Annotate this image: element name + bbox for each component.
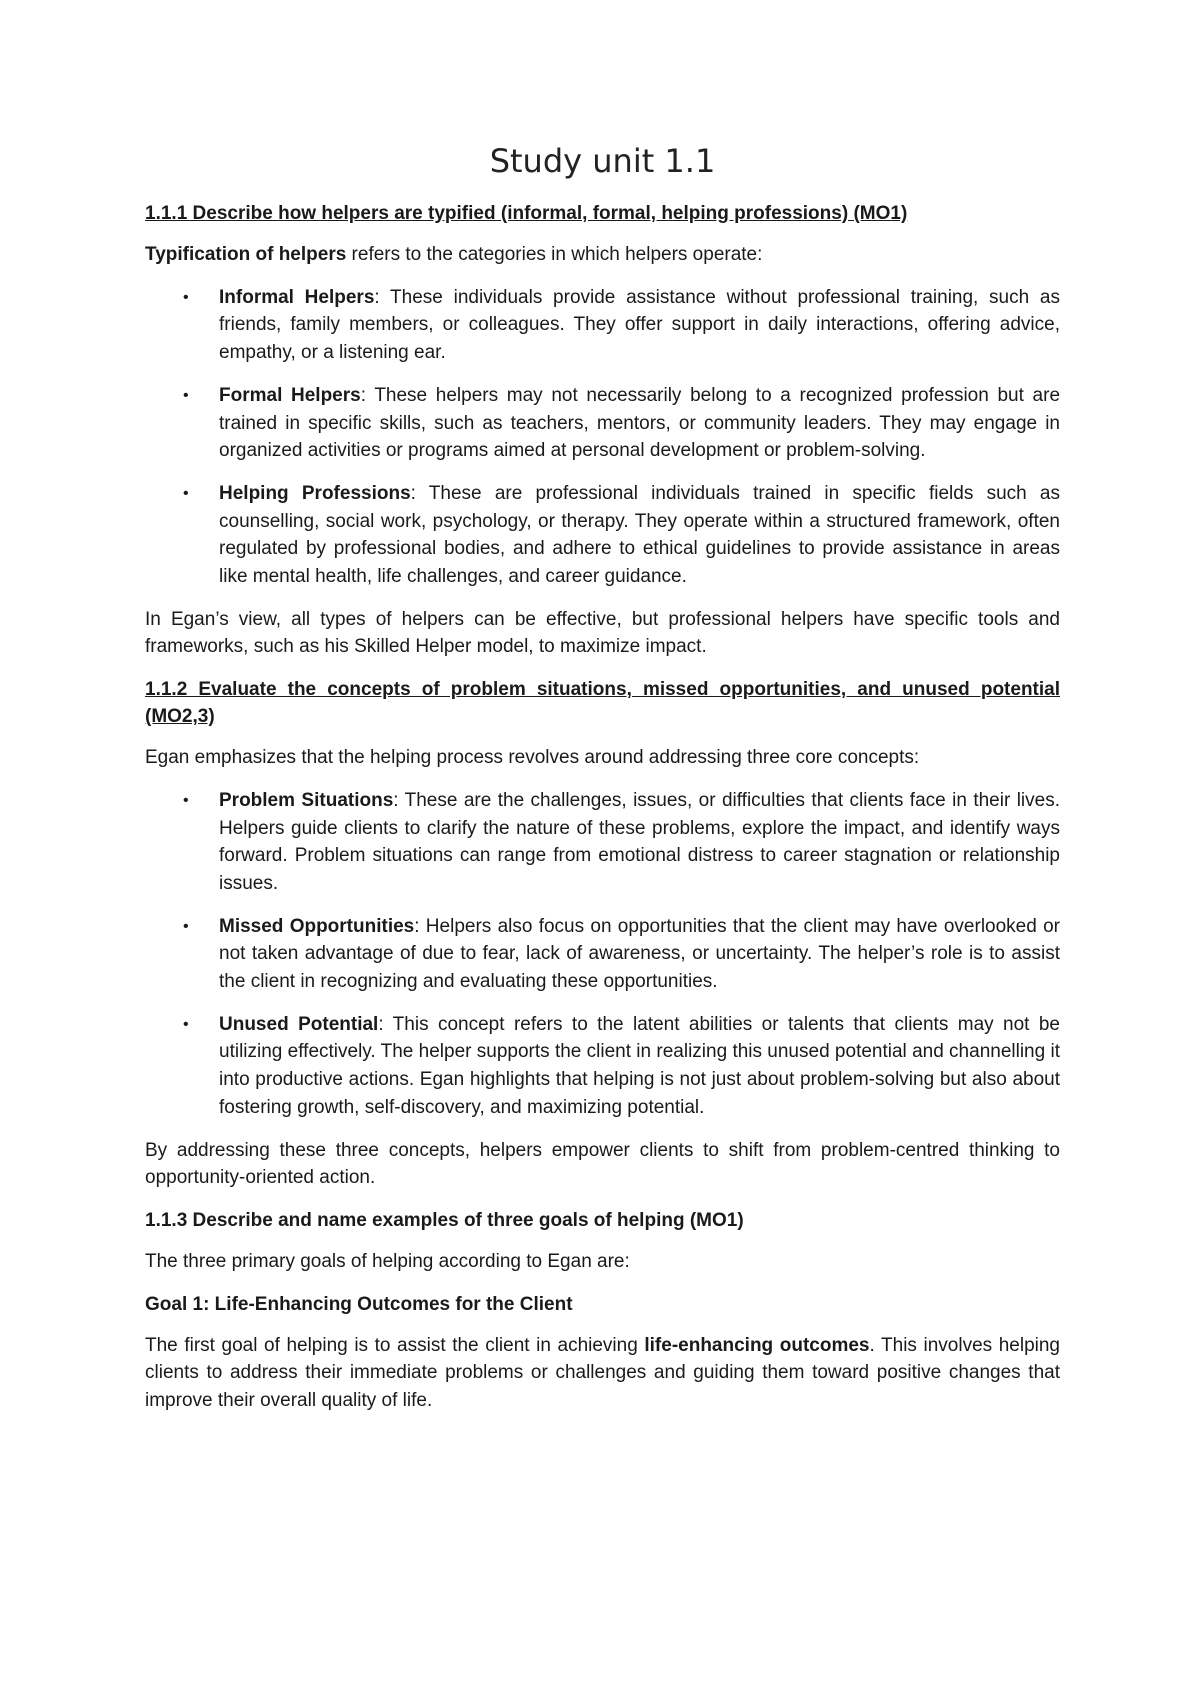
bullet-icon: • [183, 1015, 189, 1033]
section-closing: In Egan’s view, all types of helpers can be effective, but professional helpers have specific tools and frameworks, such as his Skilled Helper model, to maximize impact. [145, 608, 1060, 658]
goal-1-text-end: . This involves helping clients to address their immediate problems or challenges and guiding them toward positive changes that improve their overall quality of life. [145, 1334, 1061, 1412]
section-closing: By addressing these three concepts, helpers empower clients to shift from problem-centred thinking to opportunity-oriented action. [145, 1139, 1060, 1189]
list-item-text: : Helpers also focus on opportunities that the client may have overlooked or not taken advantage of due to fear, lack of awareness, or uncertainty. The helper’s role is to assist the client in recognizing and evaluating these opportunities. [219, 915, 1060, 993]
list-item-text: : These are the challenges, issues, or difficulties that clients face in their lives. Helpers guide clients to clarify the nature of these problems, explore the impact, and identify ways forward. Problem situations can range from emotional distress to career stagnation or relationship issues. [219, 789, 1061, 894]
goal-1-bold-term: life-enhancing outcomes [644, 1334, 870, 1356]
bullet-icon: • [183, 791, 189, 809]
intro-bold-term: Typification of helpers [145, 244, 347, 265]
section-intro: The three primary goals of helping according to Egan are: [145, 1250, 630, 1272]
list-item [145, 913, 1060, 996]
bullet-icon: • [183, 288, 189, 306]
bullet-icon: • [183, 917, 189, 935]
list-item-text: : These are professional individuals trained in specific fields such as counselling, social work, psychology, or therapy. They operate within a structured framework, often regulated by professional bodies, and adhere to ethical guidelines to provide assistance in areas like mental health, life challenges, and career guidance. [219, 482, 1060, 588]
list-item-term: Informal Helpers [219, 286, 375, 308]
core-concepts-list [145, 787, 1060, 1122]
goal-1-text-start: The first goal of helping is to assist the client in achieving [145, 1334, 645, 1356]
bullet-icon: • [183, 386, 189, 404]
list-item [145, 284, 1060, 367]
list-item [145, 382, 1060, 465]
goal-1-heading: Goal 1: Life-Enhancing Outcomes for the Client [145, 1293, 573, 1315]
list-item [145, 1011, 1060, 1122]
list-item-term: Unused Potential [219, 1013, 379, 1035]
intro-text: refers to the categories in which helpers operate: [346, 244, 763, 265]
section-intro: Egan emphasizes that the helping process revolves around addressing three core concepts: [145, 747, 920, 769]
list-item-text: : These helpers may not necessarily belong to a recognized profession but are trained in specific skills, such as teachers, mentors, or community leaders. They may engage in organized activities or programs aimed at personal development or problem-solving. [219, 384, 1061, 462]
helper-types-list [145, 284, 1060, 591]
list-item [145, 480, 1060, 591]
list-item-text: : This concept refers to the latent abilities or talents that clients may not be utilizing effectively. The helper supports the client in realizing this unused potential and channelling it into productive actions. Egan highlights that helping is not just about problem-solving but also about fostering growth, self-discovery, and maximizing potential. [219, 1013, 1061, 1118]
section-heading-1-1-3: 1.1.3 Describe and name examples of three goals of helping (MO1) [145, 1209, 744, 1231]
page-title: Study unit 1.1 [489, 142, 716, 180]
list-item-text: : These individuals provide assistance without professional training, such as friends, family members, or colleagues. They offer support in daily interactions, offering advice, empathy, or a listening ear. [219, 286, 1060, 364]
section-intro [145, 241, 1060, 269]
list-item-term: Missed Opportunities [219, 915, 415, 937]
section-heading-1-1-2: 1.1.2 Evaluate the concepts of problem situations, missed opportunities, and unused potential (MO2,3) [145, 679, 1060, 728]
list-item-term: Problem Situations [219, 789, 394, 811]
section-heading-1-1-1: 1.1.1 Describe how helpers are typified (informal, formal, helping professions) (MO1) [145, 203, 908, 224]
bullet-icon: • [183, 484, 189, 502]
list-item-term: Helping Professions [219, 482, 411, 504]
list-item-term: Formal Helpers [219, 384, 361, 406]
goal-1-paragraph [145, 1332, 1060, 1415]
list-item [145, 787, 1060, 898]
